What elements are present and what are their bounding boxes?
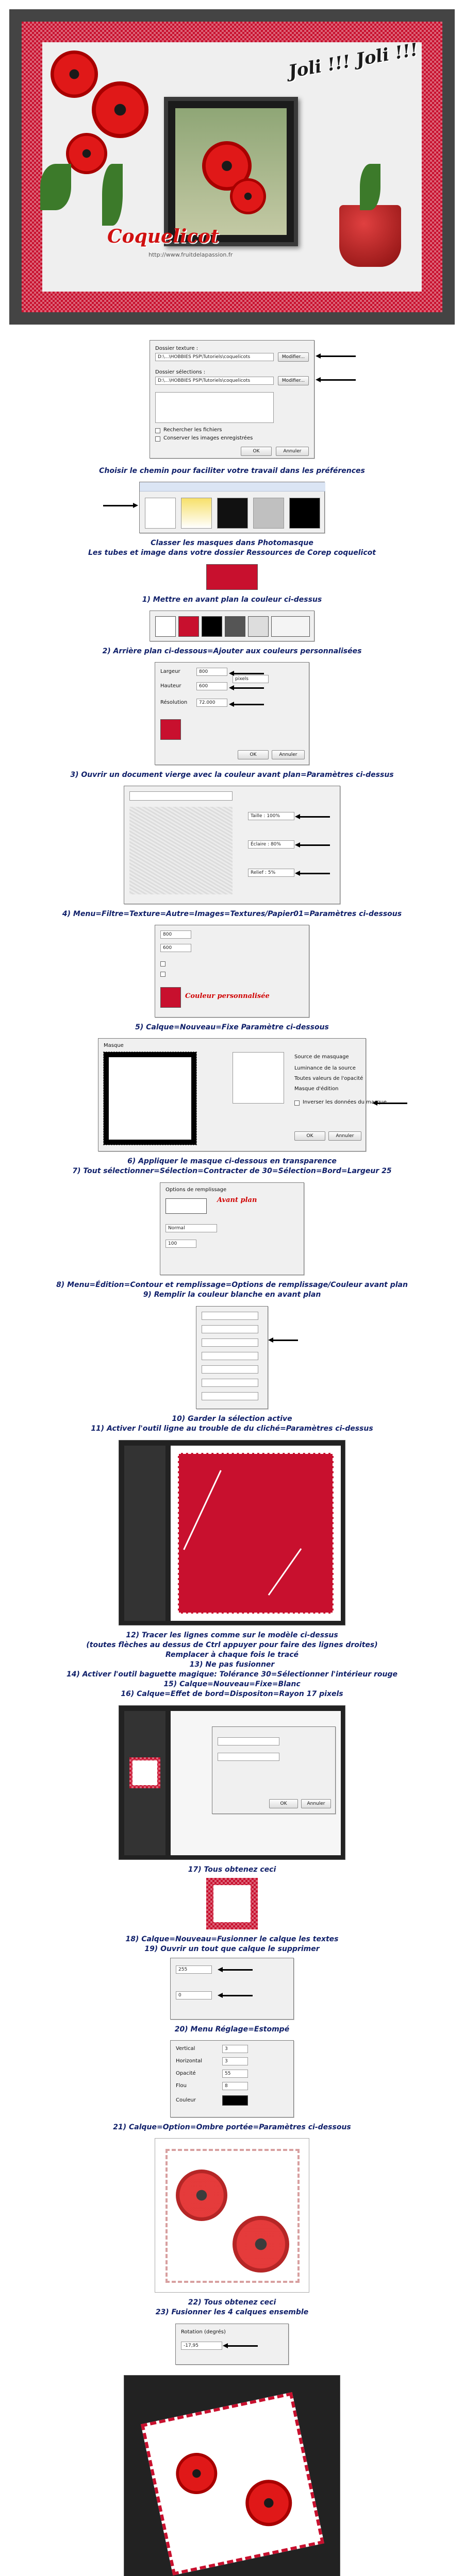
height-label: Hauteur bbox=[160, 683, 181, 689]
step-15: 15) Calque=Nouveau=Fixe=Blanc bbox=[163, 1680, 301, 1688]
blur-label: Flou bbox=[176, 2083, 187, 2089]
line-tool-options bbox=[196, 1306, 268, 1409]
step-20: 20) Menu Réglage=Estompé bbox=[174, 2025, 290, 2033]
step-0a: Choisir le chemin pour faciliter votre travail dans les préférences bbox=[99, 467, 365, 475]
banner-brand: Coquelicot bbox=[107, 226, 219, 247]
selections-folder-field[interactable]: D:\...\HOBBIES PSP\Tutoriels\coquelicots bbox=[155, 377, 274, 385]
folder-list[interactable] bbox=[155, 392, 274, 423]
fill-options-dialog bbox=[160, 1182, 304, 1275]
pointer-arrow bbox=[222, 1969, 253, 1971]
textures-folder-label: Dossier texture : bbox=[155, 346, 198, 351]
step-12b: (toutes flèches au dessus de Ctrl appuyer pour faire des lignes droites) bbox=[86, 1641, 378, 1649]
width-label: Largeur bbox=[160, 669, 180, 674]
pointer-arrow bbox=[299, 816, 330, 818]
step-0b: Classer les masques dans Photomasque bbox=[151, 539, 313, 547]
mask-option-2[interactable]: Toutes valeurs de l'opacité bbox=[294, 1076, 363, 1081]
custom-colors-panel bbox=[150, 611, 314, 641]
new-image-dialog bbox=[155, 662, 309, 765]
pointer-arrow bbox=[320, 379, 356, 381]
banner-pot bbox=[339, 205, 401, 267]
banner-poppy-2 bbox=[92, 81, 148, 138]
invert-mask-checkbox[interactable] bbox=[294, 1100, 300, 1106]
pointer-arrow bbox=[299, 844, 330, 846]
texture-light-field[interactable]: Éclaire : 80% bbox=[248, 840, 294, 849]
shadow-color-swatch[interactable] bbox=[222, 2095, 248, 2106]
cancel-button[interactable]: Annuler bbox=[276, 447, 309, 456]
fill-options-label: Options de remplissage bbox=[165, 1187, 227, 1193]
layer-color-swatch[interactable] bbox=[160, 987, 181, 1008]
step-5: 5) Calque=Nouveau=Fixe Paramètre ci-dessous bbox=[135, 1023, 329, 1031]
preview-small bbox=[206, 1878, 258, 1929]
cancel-button[interactable]: Annuler bbox=[328, 1131, 361, 1141]
mask-option-1[interactable]: Luminance de la source bbox=[294, 1065, 356, 1071]
height-field[interactable]: 600 bbox=[196, 682, 227, 690]
opacity-label: Opacité bbox=[176, 2071, 196, 2076]
search-files-label: Rechercher les fichiers bbox=[163, 427, 222, 433]
keep-images-label: Conserver les images enregistrées bbox=[163, 435, 253, 441]
pointer-arrow bbox=[103, 505, 134, 506]
selections-folder-label: Dossier sélections : bbox=[155, 369, 206, 375]
pointer-arrow bbox=[233, 687, 264, 689]
blend-mode-select[interactable]: Normal bbox=[165, 1224, 217, 1232]
banner-title: Joli !!! Joli !!! bbox=[287, 39, 420, 82]
search-files-checkbox[interactable] bbox=[155, 428, 160, 433]
foreground-color-swatch[interactable] bbox=[206, 564, 258, 590]
step-17: 17) Tous obtenez ceci bbox=[188, 1866, 276, 1874]
banner bbox=[9, 9, 455, 325]
pointer-arrow bbox=[227, 2345, 258, 2347]
fill-color-swatch[interactable] bbox=[165, 1198, 207, 1214]
cancel-button[interactable]: Annuler bbox=[272, 750, 305, 759]
banner-photo-frame bbox=[164, 97, 298, 246]
step-22: 22) Tous obtenez ceci bbox=[188, 2298, 276, 2307]
mask-preview bbox=[104, 1052, 196, 1145]
background-color-swatch[interactable] bbox=[160, 719, 181, 740]
rotate-dialog bbox=[175, 2324, 289, 2365]
mask-option-3[interactable]: Masque d'édition bbox=[294, 1086, 339, 1092]
pointer-arrow bbox=[272, 1340, 298, 1341]
horizontal-label: Horizontal bbox=[176, 2058, 203, 2064]
mask-preview-2 bbox=[233, 1052, 284, 1104]
pointer-arrow bbox=[320, 355, 356, 357]
blur-field[interactable]: 8 bbox=[222, 2082, 248, 2090]
canvas-selection: OK Annuler bbox=[119, 1705, 345, 1860]
rotate-angle-field[interactable]: -17,95 bbox=[181, 2342, 222, 2350]
mask-dialog bbox=[98, 1038, 387, 1151]
vertical-field[interactable]: 3 bbox=[222, 2045, 248, 2053]
step-9: 9) Remplir la couleur blanche en avant plan bbox=[143, 1291, 321, 1299]
texture-preview bbox=[129, 807, 233, 894]
step-19: 19) Ouvrir un tout que calque le supprimer bbox=[144, 1945, 320, 1953]
rotated-preview bbox=[124, 2375, 340, 2576]
step-6: 6) Appliquer le masque ci-dessous en transparence bbox=[127, 1157, 337, 1165]
step-23: 23) Fusionner les 4 calques ensemble bbox=[155, 2308, 309, 2316]
pointer-arrow bbox=[376, 1103, 407, 1104]
step-14: 14) Activer l'outil baguette magique: Tolérance 30=Sélectionner l'intérieur rouge bbox=[66, 1670, 398, 1679]
pointer-arrow bbox=[222, 1995, 253, 1996]
ok-button[interactable]: OK bbox=[238, 750, 269, 759]
step-0c: Les tubes et image dans votre dossier Ressources de Corep coquelicot bbox=[88, 549, 376, 557]
texture-relief-field[interactable]: Relief : 5% bbox=[248, 869, 294, 877]
step-21: 21) Calque=Option=Ombre portée=Paramètres ci-dessous bbox=[113, 2123, 351, 2131]
mask-label: Masque bbox=[104, 1043, 124, 1048]
banner-url: http://www.fruitdelapassion.fr bbox=[148, 251, 233, 258]
custom-color-label: Couleur personnalisée bbox=[185, 992, 270, 1000]
step-4: 4) Menu=Filtre=Texture=Autre=Images=Textures/Papier01=Paramètres ci-dessous bbox=[62, 910, 402, 918]
keep-images-checkbox[interactable] bbox=[155, 436, 160, 442]
canvas-red-lines bbox=[119, 1440, 345, 1625]
units-select[interactable]: pixels bbox=[233, 675, 269, 683]
width-field[interactable]: 800 bbox=[196, 668, 227, 676]
rotate-label: Rotation (degrés) bbox=[181, 2329, 226, 2335]
step-13: 13) Ne pas fusionner bbox=[189, 1660, 275, 1669]
pointer-arrow bbox=[233, 673, 264, 674]
mask-source-label: Source de masquage bbox=[294, 1054, 349, 1060]
levels-dialog: 255 0 bbox=[170, 1958, 294, 2020]
step-2: 2) Arrière plan ci-dessous=Ajouter aux couleurs personnalisées bbox=[102, 647, 362, 655]
opacity-field[interactable]: 55 bbox=[222, 2070, 248, 2078]
preferences-dialog bbox=[150, 340, 314, 459]
step-7: 7) Tout sélectionner=Sélection=Contracter de 30=Sélection=Bord=Largeur 25 bbox=[72, 1167, 392, 1175]
step-12: 12) Tracer les lignes comme sur le modèle ci-dessus bbox=[126, 1631, 338, 1639]
step-16: 16) Calque=Effet de bord=Dispositon=Rayon 17 pixels bbox=[121, 1690, 343, 1698]
pointer-arrow bbox=[233, 704, 264, 705]
textures-folder-field[interactable]: D:\...\HOBBIES PSP\Tutoriels\coquelicots bbox=[155, 353, 274, 361]
pointer-arrow bbox=[299, 873, 330, 874]
resolution-field[interactable]: 72.000 bbox=[196, 699, 227, 707]
ok-button[interactable]: OK bbox=[294, 1131, 325, 1141]
step-1: 1) Mettre en avant plan la couleur ci-dessus bbox=[142, 596, 322, 604]
step-11: 11) Activer l'outil ligne au trouble de du cliché=Paramètres ci-dessus bbox=[91, 1425, 373, 1433]
step-3: 3) Ouvrir un document vierge avec la couleur avant plan=Paramètres ci-dessus bbox=[70, 771, 394, 779]
modify-selections-button[interactable]: Modifier... bbox=[278, 376, 309, 385]
foreground-tip: Avant plan bbox=[217, 1196, 257, 1204]
drop-shadow-dialog bbox=[170, 2040, 294, 2117]
color-label: Couleur bbox=[176, 2097, 196, 2103]
fill-opacity-field[interactable]: 100 bbox=[165, 1240, 196, 1248]
new-layer-dialog: 800 600 Couleur personnalisée bbox=[155, 925, 309, 1018]
ok-button[interactable]: OK bbox=[241, 447, 272, 456]
horizontal-field[interactable]: 3 bbox=[222, 2057, 248, 2065]
mask-thumbnails-panel bbox=[139, 482, 325, 533]
step-18: 18) Calque=Nouveau=Fusionner le calque les textes bbox=[125, 1935, 339, 1943]
texture-size-field[interactable]: Taille : 100% bbox=[248, 812, 294, 820]
collage-preview bbox=[155, 2138, 309, 2293]
vertical-label: Vertical bbox=[176, 2046, 195, 2052]
resolution-label: Résolution bbox=[160, 700, 188, 705]
step-12c: Remplacer à chaque fois le tracé bbox=[165, 1651, 299, 1659]
step-8: 8) Menu=Édition=Contour et remplissage=Options de remplissage/Couleur avant plan bbox=[56, 1281, 408, 1289]
modify-textures-button[interactable]: Modifier... bbox=[278, 352, 309, 362]
banner-poppy-1 bbox=[51, 50, 98, 98]
step-10: 10) Garder la sélection active bbox=[172, 1415, 292, 1423]
invert-mask-label: Inverser les données du masque bbox=[303, 1099, 387, 1105]
banner-poppy-3 bbox=[66, 133, 107, 174]
